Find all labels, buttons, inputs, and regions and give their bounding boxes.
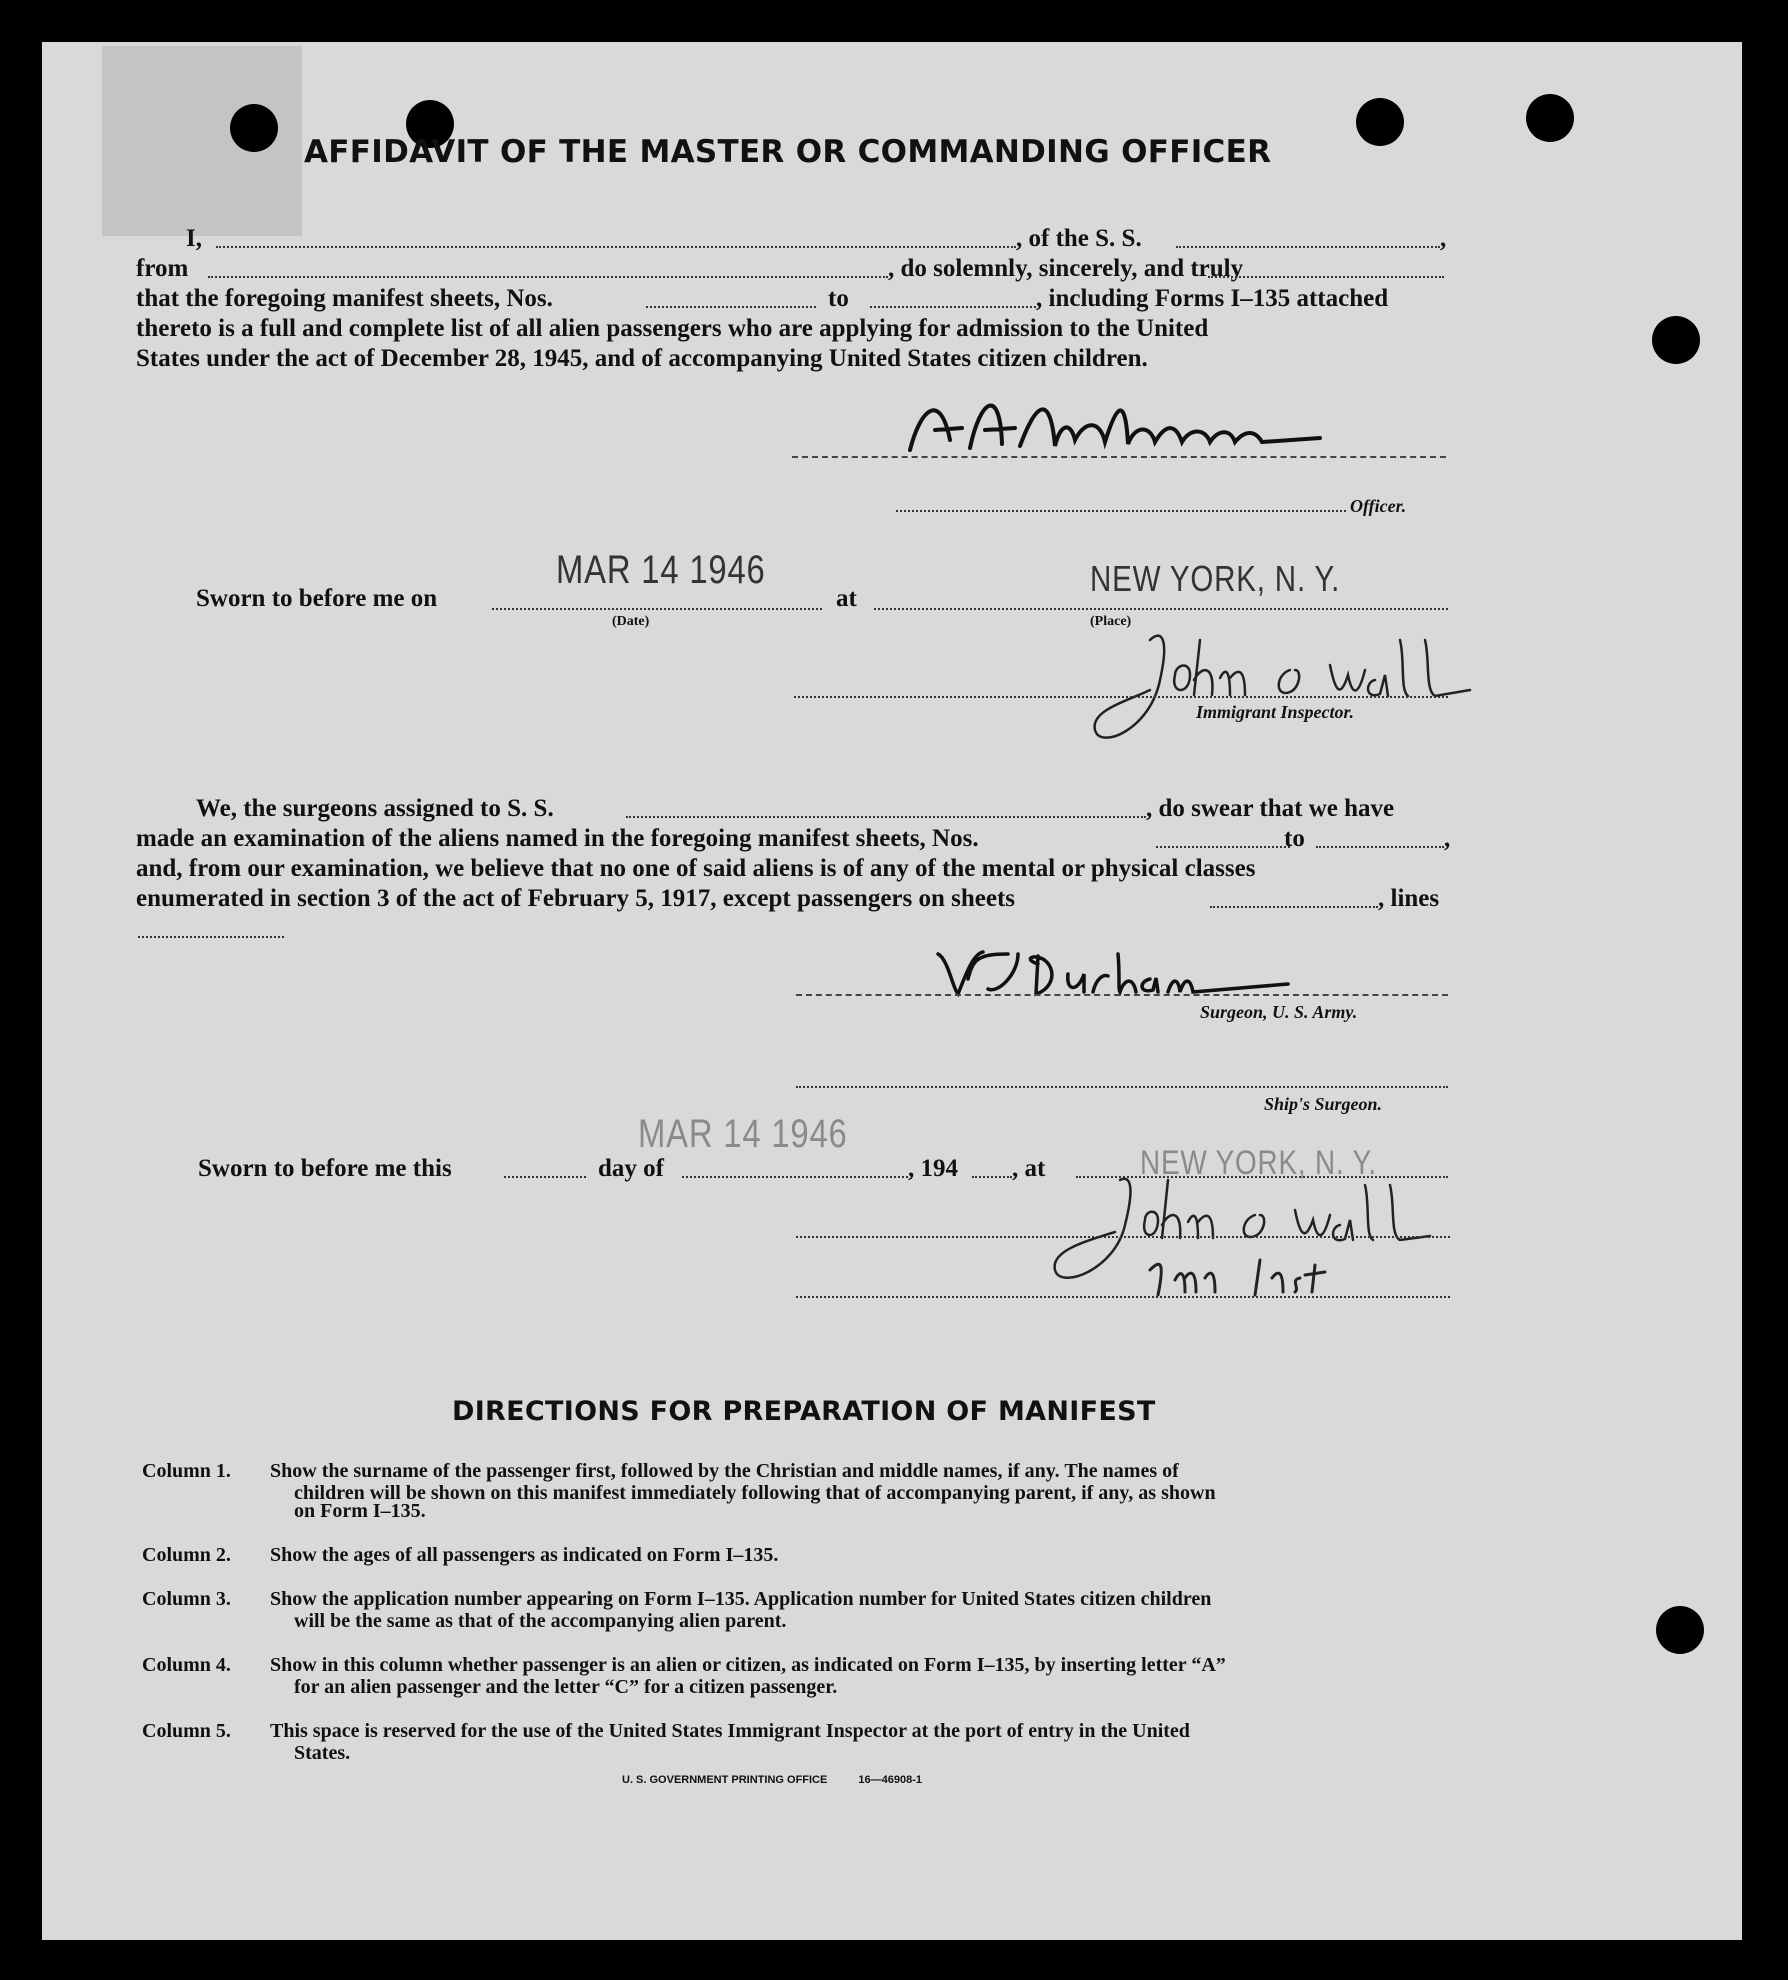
master-text: that the foregoing manifest sheets, Nos. — [136, 285, 553, 312]
master-line-3 — [136, 284, 1450, 314]
inspector-2-signature-line — [796, 1236, 1450, 1238]
place-caption: (Place) — [1090, 614, 1132, 629]
master-line-2 — [136, 254, 1450, 284]
inspector-2-title-line — [796, 1296, 1450, 1298]
sworn2-text: , 194 — [908, 1155, 958, 1182]
direction-text: Show the application number appearing on Form I–135. Application number for United States citizen children — [270, 1588, 1212, 1610]
surgeon-line-2 — [136, 824, 1452, 854]
surgeon-text: We, the surgeons assigned to S. S. — [196, 795, 554, 822]
printer-name: U. S. GOVERNMENT PRINTING OFFICE — [622, 1774, 828, 1786]
from-blank — [208, 276, 888, 278]
place-stamp: NEW YORK, N. Y. — [1090, 558, 1341, 599]
direction-text: States. — [294, 1742, 351, 1764]
direction-text: children will be shown on this manifest immediately following that of accompanying parent, if any, as shown — [294, 1482, 1216, 1504]
form-code: 16—46908-1 — [858, 1774, 923, 1786]
sheets-from-blank — [646, 306, 816, 308]
inspector-2-signature — [1050, 1170, 1450, 1300]
punch-hole — [230, 104, 278, 152]
date-stamp: MAR 14 1946 — [556, 548, 766, 592]
ship-surgeon-caption: Ship's Surgeon. — [1264, 1094, 1383, 1114]
punch-hole — [1652, 316, 1700, 364]
ship-blank — [1176, 246, 1440, 248]
direction-text: Show the ages of all passengers as indicated on Form I–135. — [270, 1544, 779, 1566]
surgeon-text: , — [1444, 825, 1451, 852]
surgeon-text: , lines — [1378, 885, 1440, 912]
lines-blank — [138, 936, 284, 938]
directions-title: DIRECTIONS FOR PREPARATION OF MANIFEST — [452, 1396, 1156, 1427]
surgeon-text: made an examination of the aliens named in the foregoing manifest sheets, Nos. — [136, 825, 979, 852]
year-blank — [972, 1176, 1012, 1178]
master-text: , — [1440, 225, 1447, 252]
direction-text: will be the same as that of the accompanying alien parent. — [294, 1610, 787, 1632]
month-blank — [682, 1176, 908, 1178]
direction-text: Show the surname of the passenger first, followed by the Christian and middle names, if any. The names of — [270, 1460, 1179, 1482]
surgeon-line-1 — [136, 794, 1452, 824]
army-surgeon-caption: Surgeon, U. S. Army. — [1200, 1002, 1358, 1022]
surgeon-text: to — [1284, 825, 1305, 852]
punch-hole — [1656, 1606, 1704, 1654]
surgeon-sheets-from — [1156, 846, 1290, 848]
master-text: , including Forms I–135 attached — [1036, 285, 1389, 312]
surgeon-ship-blank — [626, 816, 1146, 818]
faded-place-stamp: NEW YORK, N. Y. — [1140, 1144, 1377, 1182]
inspector-caption: Immigrant Inspector. — [1196, 702, 1355, 722]
direction-column: Column 5. — [142, 1720, 231, 1742]
surgeon-line-3: and, from our examination, we believe that no one of said aliens is of any of the mental or physical classes — [136, 855, 1256, 882]
punch-hole — [1356, 98, 1404, 146]
swear-blank — [1208, 276, 1444, 278]
inspector-signature — [1090, 620, 1530, 750]
surgeon-sheets-to — [1316, 846, 1444, 848]
date-blank — [492, 608, 822, 610]
sworn2-text: day of — [598, 1155, 664, 1182]
surgeon-line-4 — [136, 884, 1452, 914]
officer-caption: Officer. — [1350, 496, 1407, 516]
master-line-1 — [136, 224, 1450, 254]
sworn2-text: Sworn to before me this — [198, 1155, 452, 1182]
except-sheets-blank — [1210, 906, 1378, 908]
sworn-label: Sworn to before me on — [196, 585, 438, 612]
sheets-to-blank — [870, 306, 1036, 308]
direction-text: This space is reserved for the use of the United States Immigrant Inspector at the port of entry in the United — [270, 1720, 1190, 1742]
master-text: to — [828, 285, 849, 312]
direction-column: Column 3. — [142, 1588, 231, 1610]
direction-column: Column 1. — [142, 1460, 231, 1482]
direction-text: Show in this column whether passenger is an alien or citizen, as indicated on Form I–135, by inserting letter “A” — [270, 1654, 1226, 1676]
surgeon-text: , do swear that we have — [1146, 795, 1395, 822]
direction-text: for an alien passenger and the letter “C” for a citizen passenger. — [294, 1676, 838, 1698]
direction-column: Column 2. — [142, 1544, 231, 1566]
surgeon-text: enumerated in section 3 of the act of February 5, 1917, except passengers on sheets — [136, 885, 1016, 912]
direction-column: Column 4. — [142, 1654, 231, 1676]
master-text: , do solemnly, sincerely, and truly — [888, 255, 1244, 282]
inspector-signature-line — [794, 696, 1448, 698]
day-blank — [504, 1176, 586, 1178]
direction-text: on Form I–135. — [294, 1500, 426, 1522]
printer-footer — [622, 1774, 922, 1786]
place-blank — [874, 608, 1448, 610]
date-caption: (Date) — [612, 614, 650, 629]
master-text: , of the S. S. — [1016, 225, 1142, 252]
faded-date-stamp: MAR 14 1946 — [638, 1112, 848, 1156]
name-blank — [216, 246, 1016, 248]
sworn2-text: , at — [1012, 1155, 1046, 1182]
officer-signature-line — [792, 456, 1446, 458]
master-text: from — [136, 255, 189, 282]
master-line-5: States under the act of December 28, 1945, and of accompanying United States citizen children. — [136, 345, 1148, 372]
punch-hole — [1526, 94, 1574, 142]
army-surgeon-line — [796, 994, 1448, 996]
master-text: I, — [186, 225, 202, 252]
ship-surgeon-line — [796, 1086, 1448, 1088]
officer-name-line — [896, 510, 1346, 512]
sworn-at: at — [836, 585, 857, 612]
master-line-4: thereto is a full and complete list of all alien passengers who are applying for admission to the United — [136, 315, 1209, 342]
affidavit-title: AFFIDAVIT OF THE MASTER OR COMMANDING OFFICER — [304, 134, 1272, 170]
